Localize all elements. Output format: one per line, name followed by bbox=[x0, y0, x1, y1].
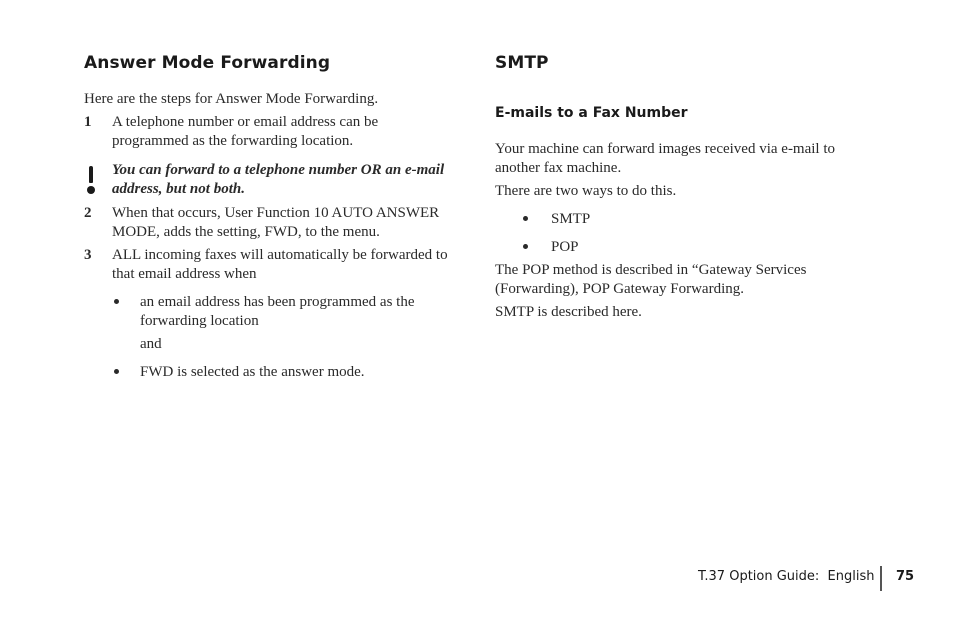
bullet-2-line-1: FWD is selected as the answer mode. bbox=[140, 364, 365, 380]
step-1-line-1: A telephone number or email address can be bbox=[112, 114, 379, 130]
smtp-para1-line-1: Your machine can forward images received via e-mail to bbox=[495, 141, 836, 157]
step-number-2: 2 bbox=[84, 205, 92, 221]
bullet-dot bbox=[114, 299, 119, 304]
footer-guide-title: T.37 Option Guide: English bbox=[698, 569, 875, 584]
step-3-line-1: ALL incoming faxes will automatically be forwarded to bbox=[112, 247, 448, 263]
note-line-1: You can forward to a telephone number OR an e-mail bbox=[112, 162, 445, 178]
warning-exclamation-icon bbox=[86, 166, 96, 194]
section-heading-answer-mode-forwarding: Answer Mode Forwarding bbox=[84, 53, 331, 73]
smtp-para2: There are two ways to do this. bbox=[495, 183, 677, 199]
bullet-1-line-1: an email address has been programmed as the bbox=[140, 294, 415, 310]
bullet-dot bbox=[114, 369, 119, 374]
step-1-line-2: programmed as the forwarding location. bbox=[112, 133, 354, 149]
step-2-line-2: MODE, adds the setting, FWD, to the menu. bbox=[112, 224, 380, 240]
smtp-para3-line-2: (Forwarding), POP Gateway Forwarding. bbox=[495, 281, 744, 297]
intro-paragraph: Here are the steps for Answer Mode Forwarding. bbox=[84, 91, 379, 107]
smtp-para3-line-1: The POP method is described in “Gateway Services bbox=[495, 262, 807, 278]
section-heading-smtp: SMTP bbox=[495, 53, 549, 73]
step-3-line-2: that email address when bbox=[112, 266, 257, 282]
connector-and: and bbox=[140, 336, 162, 352]
step-2-line-1: When that occurs, User Function 10 AUTO ANSWER bbox=[112, 205, 440, 221]
subheading-emails-to-fax: E-mails to a Fax Number bbox=[495, 105, 688, 121]
bullet-dot bbox=[523, 244, 528, 249]
bullet-dot bbox=[523, 216, 528, 221]
footer-divider bbox=[880, 566, 882, 591]
page-number: 75 bbox=[896, 569, 915, 584]
bullet-1-line-2: forwarding location bbox=[140, 313, 259, 329]
step-number-1: 1 bbox=[84, 114, 92, 130]
note-line-2: address, but not both. bbox=[112, 181, 245, 197]
smtp-para4: SMTP is described here. bbox=[495, 304, 642, 320]
smtp-bullet-smtp: SMTP bbox=[551, 211, 591, 227]
smtp-para1-line-2: another fax machine. bbox=[495, 160, 622, 176]
step-number-3: 3 bbox=[84, 247, 92, 263]
smtp-bullet-pop: POP bbox=[551, 239, 579, 255]
